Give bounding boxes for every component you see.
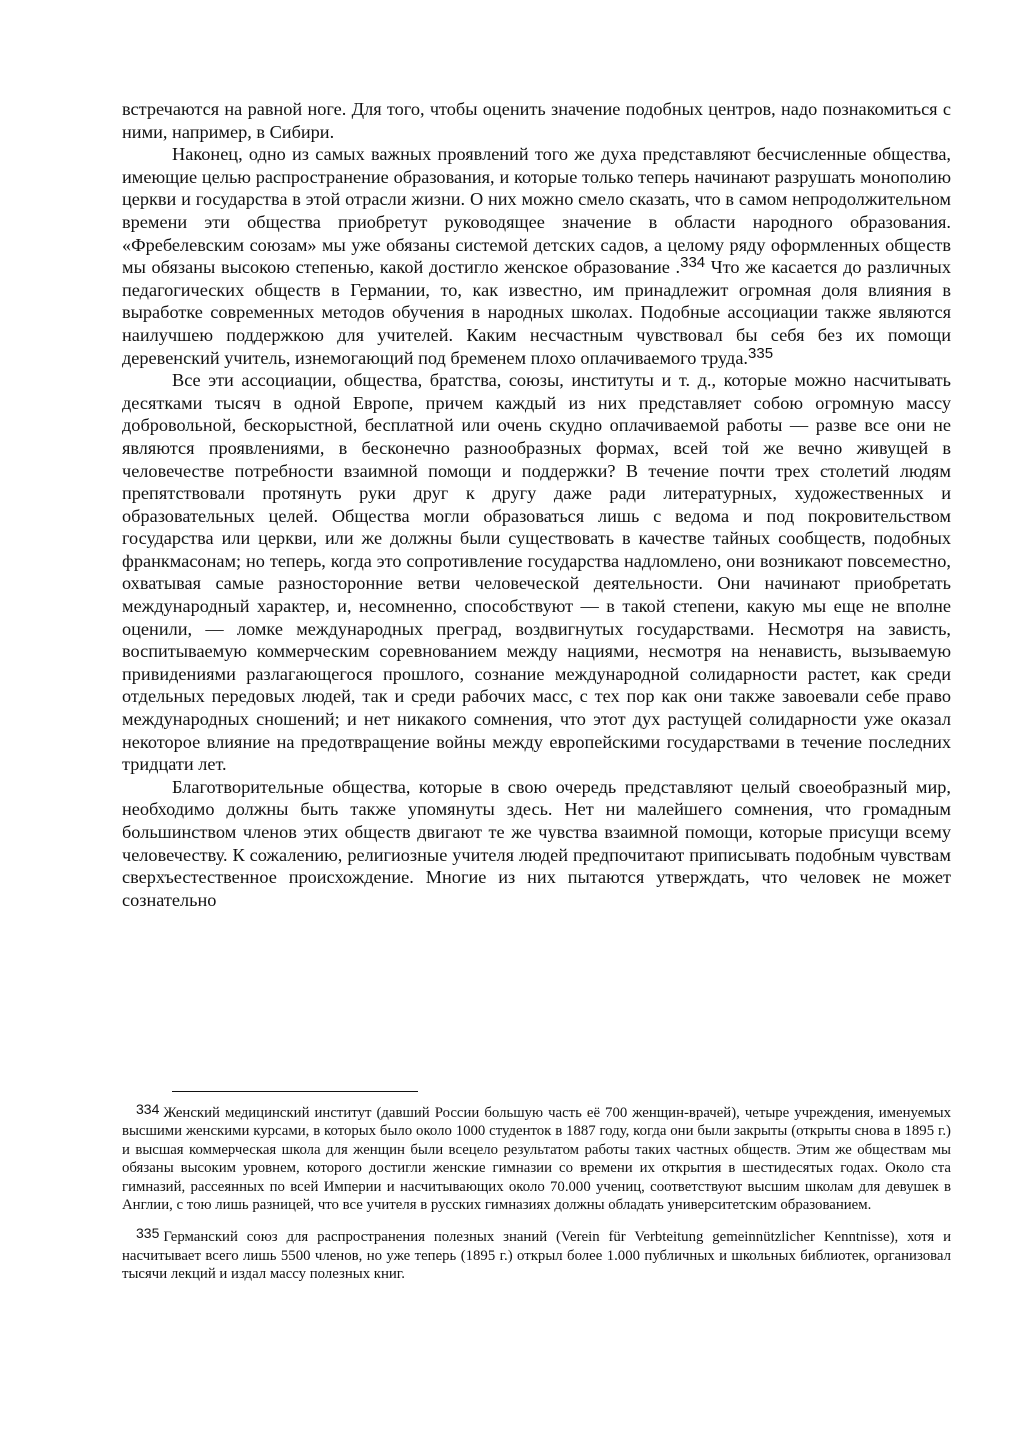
footnote-ref-334[interactable]: 334 [680, 254, 706, 272]
paragraph-4: Благотворительные общества, которые в свою очередь представляют целый своеобразный мир, необходимо должны быть также упомянуты здесь. Нет ни малейшего сомнения, что громадным большинством членов этих обществ двигают те же чувства взаимной помощи, которые присущи всему человечеству. К сожалению, религиозные учителя людей предпочитают приписывать подобным чувствам сверхъестественное происхождение. Многие из них пытаются утверждать, что человек не может сознательно [122, 776, 951, 910]
main-text [122, 98, 951, 911]
paragraph-3: Все эти ассоциации, общества, братства, союзы, институты и т. д., которые можно насчитывать десятками тысяч в одной Европе, причем каждый из них представляет собою огромную массу добровольной, бескорыстной, бесплатной или очень скудно оплачиваемой работы — разве все они не являются проявлениями, в бесконечно разнообразных формах, всей той же вечно живущей в человечестве потребности взаимной помощи и поддержки? В течение почти трех столетий людям препятствовали протянуть руки друг к другу даже ради литературных, художественных и образовательных целей. Общества могли образоваться лишь с ведома и под покровительством государства или церкви, или же должны были существовать в качестве тайных сообществ, подобных франкмасонам; но теперь, когда это сопротивление государства надломлено, они возникают повсеместно, охватывая самые разносторонние ветви человеческой деятельности. Они начинают приобретать международный характер, и, несомненно, способствуют — в такой степени, какую мы еще не вполне оценили, — ломке международных преград, воздвигнутых государствами. Несмотря на зависть, воспитываемую коммерческим соревнованием между нациями, несмотря на ненависть, вызываемую привидениями разлагающегося прошлого, сознание международной солидарности растет, как среди отдельных передовых людей, так и среди рабочих масс, с тех пор как они также завоевали себе право международных сношений; и нет никакого сомнения, что этот дух растущей солидарности уже оказал некоторое влияние на предотвращение войны между европейскими государствами в течение последних тридцати лет. [122, 370, 951, 775]
footnote-number: 335 [136, 1225, 160, 1242]
paragraph-2-part-a: Наконец, одно из самых важных проявлений того же духа представляют бесчисленные общества, имеющие целью распространение образования, и которые только теперь начинают разрушать монополию церкви и государства в этой отрасли жизни. О них можно смело сказать, что в самом непродолжительном времени эти общества приобретут руководящее значение в области народного образования. «Фребелевским союзам» мы уже обязаны системой детских садов, а целому ряду оформленных обществ мы обязаны высокою степенью, какой достигло женское образование . [122, 144, 951, 278]
footnote-number: 334 [136, 1101, 160, 1117]
footnote-text: Германский союз для распространения полезных знаний (Verein für Verbteitung gemeinnützlicher Kenntnisse), хотя и насчитывает всего лишь 5500 членов, но уже теперь (1895 г.) открыл более 1.000 публичных и школьных библиотек, организовал тысячи лекций и издал массу полезных книг. [122, 1229, 951, 1283]
footnote-text: Женский медицинский институт (давший России большую часть её 700 женщин-врачей), четыре учреждения, именуемых высшими женскими курсами, в которых было около 1000 студенток в 1887 году, когда они были закрыты (открыты снова в 1895 г.) и высшая коммерческая школа для женщин были всецело результатом работы таких частных обществ. Этим же обществам мы обязаны высоким уровнем, которого достигли женские гимназии со времени их открытия в шестидесятых годах. Около ста гимназий, рассеянных по всей Империи и насчитывающих около 70.000 учениц, соответствуют высшим школам для девушек в Англии, с тою лишь разницей, что все учителя в русских гимназиях должны обладать университетским образованием. [122, 1105, 951, 1214]
footnotes [122, 1101, 951, 1298]
footnote-ref-335[interactable]: 335 [748, 344, 774, 362]
footnote-separator [172, 1091, 418, 1092]
paragraph-2 [122, 143, 951, 369]
footnote-334 [122, 1101, 951, 1214]
paragraph-2-part-b: Что же касается до различных педагогических обществ в Германии, то, как известно, им принадлежит огромная доля влияния в выработке современных методов обучения в народных школах. Подобные ассоциации также являются наилучшею поддержкою для учителей. Каким несчастным чувствовал бы себя без их помощи деревенский учитель, изнемогающий под бременем плохо оплачиваемого труда. [122, 257, 951, 368]
paragraph-1: встречаются на равной ноге. Для того, чтобы оценить значение подобных центров, надо познакомиться с ними, например, в Сибири. [122, 99, 951, 142]
footnote-335 [122, 1225, 951, 1283]
